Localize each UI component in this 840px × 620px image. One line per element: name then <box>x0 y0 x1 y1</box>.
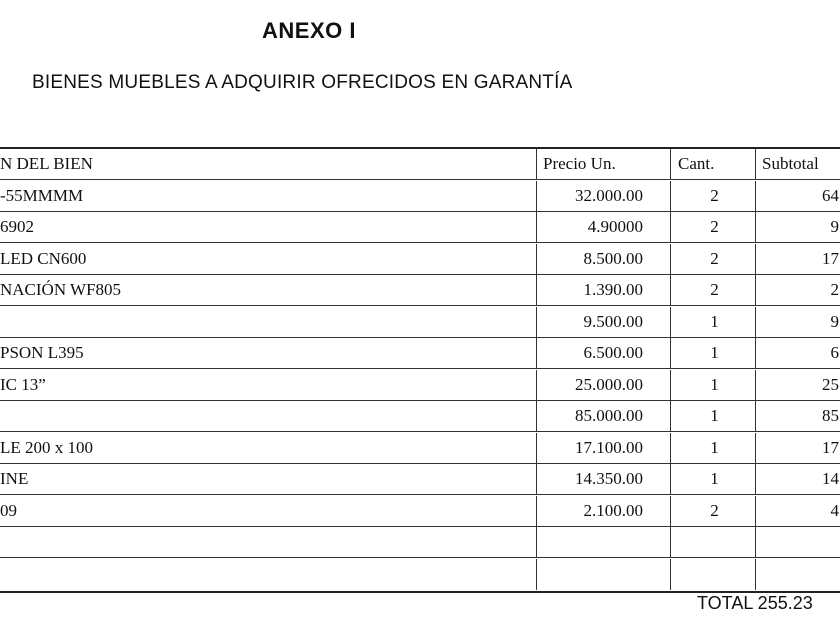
table-row <box>0 464 840 495</box>
row-description: LE 200 x 100 <box>0 433 536 464</box>
row-subtotal <box>755 559 840 590</box>
row-price: 17.100.00 <box>536 433 670 464</box>
row-subtotal: 85 <box>755 401 840 432</box>
table-row <box>0 212 840 243</box>
table-row <box>0 275 840 306</box>
row-price <box>536 527 670 558</box>
row-subtotal: 9 <box>755 212 840 243</box>
row-subtotal: 9 <box>755 307 840 338</box>
row-subtotal: 4 <box>755 496 840 527</box>
table-row <box>0 338 840 369</box>
row-price: 9.500.00 <box>536 307 670 338</box>
row-subtotal: 17 <box>755 244 840 275</box>
row-qty: 1 <box>670 464 756 495</box>
row-price <box>536 559 670 590</box>
row-qty: 2 <box>670 275 756 306</box>
row-qty: 1 <box>670 401 756 432</box>
table-row <box>0 433 840 464</box>
page-title: ANEXO I <box>262 18 356 43</box>
row-qty: 1 <box>670 338 756 369</box>
table-row <box>0 496 840 527</box>
row-qty <box>670 559 756 590</box>
table-row <box>0 181 840 212</box>
header-description: N DEL BIEN <box>0 149 536 180</box>
row-description: IC 13” <box>0 370 536 401</box>
row-subtotal: 6 <box>755 338 840 369</box>
table-row <box>0 559 840 590</box>
header-price: Precio Un. <box>536 149 670 180</box>
row-subtotal: 64 <box>755 181 840 212</box>
row-description <box>0 527 536 558</box>
row-price: 85.000.00 <box>536 401 670 432</box>
row-description: LED CN600 <box>0 244 536 275</box>
row-subtotal <box>755 527 840 558</box>
table-row <box>0 244 840 275</box>
row-description <box>0 559 536 590</box>
header-subtotal: Subtotal <box>755 149 840 180</box>
row-price: 1.390.00 <box>536 275 670 306</box>
table-row <box>0 307 840 338</box>
row-price: 25.000.00 <box>536 370 670 401</box>
row-description: -55MMMM <box>0 181 536 212</box>
table-row <box>0 401 840 432</box>
row-qty: 1 <box>670 307 756 338</box>
table-row <box>0 370 840 401</box>
row-description: 09 <box>0 496 536 527</box>
row-price: 32.000.00 <box>536 181 670 212</box>
row-description: PSON L395 <box>0 338 536 369</box>
row-description <box>0 401 536 432</box>
row-price: 14.350.00 <box>536 464 670 495</box>
row-qty: 1 <box>670 370 756 401</box>
row-description: INE <box>0 464 536 495</box>
row-description <box>0 307 536 338</box>
row-qty: 2 <box>670 181 756 212</box>
row-qty <box>670 527 756 558</box>
row-description: NACIÓN WF805 <box>0 275 536 306</box>
row-qty: 2 <box>670 212 756 243</box>
table-row <box>0 527 840 558</box>
page-subtitle: BIENES MUEBLES A ADQUIRIR OFRECIDOS EN GARANTÍA <box>32 72 573 93</box>
row-subtotal: 17 <box>755 433 840 464</box>
table-header-row <box>0 149 840 180</box>
row-description: 6902 <box>0 212 536 243</box>
header-qty: Cant. <box>670 149 756 180</box>
total-amount: TOTAL 255.23 <box>697 593 813 613</box>
row-subtotal: 14 <box>755 464 840 495</box>
row-price: 4.90000 <box>536 212 670 243</box>
row-price: 2.100.00 <box>536 496 670 527</box>
row-qty: 2 <box>670 496 756 527</box>
row-price: 6.500.00 <box>536 338 670 369</box>
row-qty: 2 <box>670 244 756 275</box>
row-subtotal: 25 <box>755 370 840 401</box>
row-price: 8.500.00 <box>536 244 670 275</box>
goods-table <box>0 147 840 593</box>
row-qty: 1 <box>670 433 756 464</box>
row-subtotal: 2 <box>755 275 840 306</box>
